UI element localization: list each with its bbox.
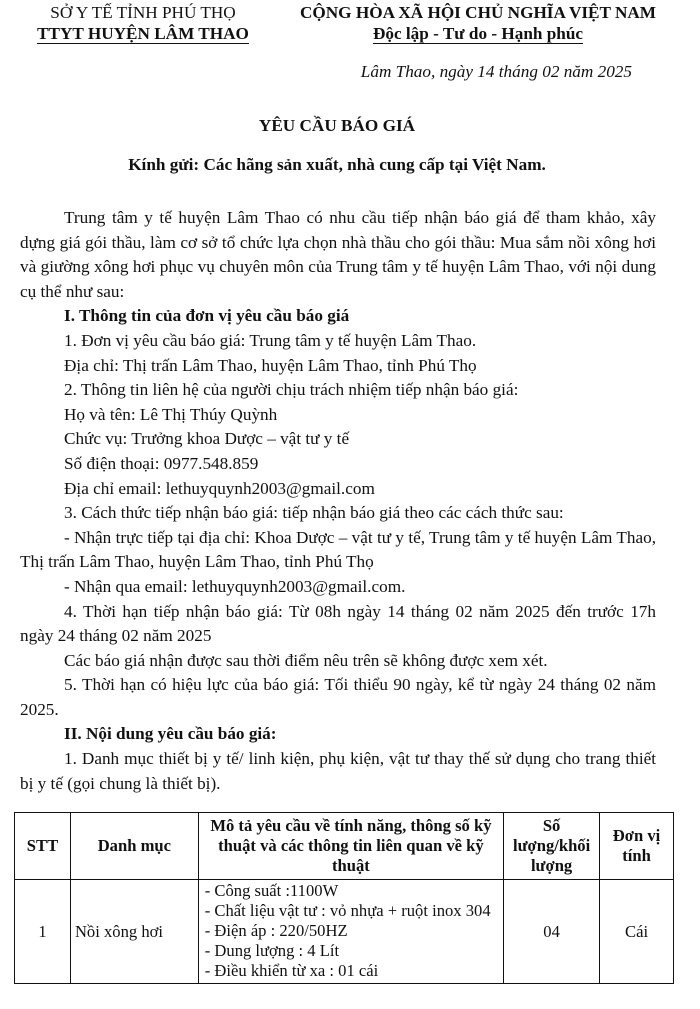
contact-phone: Số điện thoại: 0977.548.859 bbox=[64, 453, 259, 473]
validity: 5. Thời hạn có hiệu lực của báo giá: Tối thiểu 90 ngày, kể từ ngày 24 tháng 02 năm 2025. bbox=[20, 675, 656, 719]
deadline: 4. Thời hạn tiếp nhận báo giá: Từ 08h ngày 14 tháng 02 năm 2025 đến trước 17h ngày 24 tháng 02 năm 2025 bbox=[20, 601, 656, 646]
table-row bbox=[15, 880, 674, 984]
section-2-heading: II. Nội dung yêu cầu báo giá: bbox=[64, 724, 277, 744]
cell-stt: 1 bbox=[15, 880, 71, 984]
contact-name: Họ và tên: Lê Thị Thúy Quỳnh bbox=[64, 404, 278, 424]
spec-line: - Chất liệu vật tư : vỏ nhựa + ruột inox 304 bbox=[204, 901, 491, 920]
receive-email: - Nhận qua email: lethuyquynh2003@gmail.com. bbox=[64, 576, 406, 596]
receive-direct: - Nhận trực tiếp tại địa chỉ: Khoa Dược – vật tư y tế, Trung tâm y tế huyện Lâm Thao, Thị trấn Lâm Thao, huyện Lâm Thao, tỉnh Phú Thọ bbox=[20, 527, 656, 572]
cell-item-name: Nồi xông hơi bbox=[70, 880, 198, 984]
spec-line: - Dung lượng : 4 Lít bbox=[204, 941, 340, 960]
intro-paragraph: Trung tâm y tế huyện Lâm Thao có nhu cầu tiếp nhận báo giá để tham khảo, xây dựng giá gói thầu, làm cơ sở tổ chức lựa chọn nhà thầu cho gói thầu: Mua sắm nồi xông hơi và giường xông hơi phục vụ chuyên môn của Trung tâm y tế huyện Lâm Thao, với nội dung cụ thể như sau: bbox=[20, 208, 656, 301]
table-header-row bbox=[15, 813, 674, 880]
cell-quantity: 04 bbox=[504, 880, 600, 984]
nation-line-2: Độc lập - Tư do - Hạnh phúc bbox=[372, 24, 584, 43]
date-line: Lâm Thao, ngày 14 tháng 02 năm 2025 bbox=[360, 62, 632, 81]
cell-unit: Cái bbox=[600, 880, 674, 984]
col-header-description: Mô tả yêu cầu về tính năng, thông số kỹ thuật và các thông tin liên quan về kỹ thuật bbox=[198, 813, 503, 880]
receive-methods: 3. Cách thức tiếp nhận báo giá: tiếp nhận báo giá theo các cách thức sau: bbox=[64, 503, 564, 523]
cell-description bbox=[198, 880, 503, 984]
requester-unit: 1. Đơn vị yêu cầu báo giá: Trung tâm y tế huyện Lâm Thao. bbox=[64, 330, 477, 350]
col-header-stt: STT bbox=[15, 813, 71, 880]
org-header bbox=[20, 2, 266, 44]
spec-line: - Công suất :1100W bbox=[204, 881, 339, 900]
col-header-quantity: Số lượng/khối lượng bbox=[504, 813, 600, 880]
addressee: Kính gửi: Các hãng sản xuất, nhà cung cấp tại Việt Nam. bbox=[128, 155, 546, 174]
org-line-1: SỞ Y TẾ TỈNH PHÚ THỌ bbox=[50, 3, 236, 22]
org-line-2: TTYT HUYỆN LÂM THAO bbox=[37, 24, 249, 43]
document-body bbox=[20, 206, 656, 796]
contact-heading: 2. Thông tin liên hệ của người chịu trách nhiệm tiếp nhận báo giá: bbox=[64, 380, 519, 400]
contact-position: Chức vụ: Trưởng khoa Dược – vật tư y tế bbox=[64, 429, 350, 449]
spec-line: - Điều khiển từ xa : 01 cái bbox=[204, 961, 379, 980]
requester-address: Địa chỉ: Thị trấn Lâm Thao, huyện Lâm Thao, tỉnh Phú Thọ bbox=[64, 355, 477, 375]
spec-line: - Điện áp : 220/50HZ bbox=[204, 921, 348, 940]
contact-email: Địa chỉ email: lethuyquynh2003@gmail.com bbox=[64, 478, 375, 498]
nation-line-1: CỘNG HÒA XÃ HỘI CHỦ NGHĨA VIỆT NAM bbox=[299, 3, 657, 22]
request-table bbox=[14, 812, 674, 984]
section-1-heading: I. Thông tin của đơn vị yêu cầu báo giá bbox=[64, 306, 350, 326]
document-title: YÊU CẦU BÁO GIÁ bbox=[258, 116, 416, 135]
late-note: Các báo giá nhận được sau thời điểm nêu trên sẽ không được xem xét. bbox=[64, 650, 548, 670]
nation-header bbox=[282, 2, 674, 44]
device-list-intro: 1. Danh mục thiết bị y tế/ linh kiện, phụ kiện, vật tư thay thế sử dụng cho trang thiết bị y tế (gọi chung là thiết bị). bbox=[20, 749, 656, 793]
col-header-unit: Đơn vị tính bbox=[600, 813, 674, 880]
col-header-item: Danh mục bbox=[70, 813, 198, 880]
